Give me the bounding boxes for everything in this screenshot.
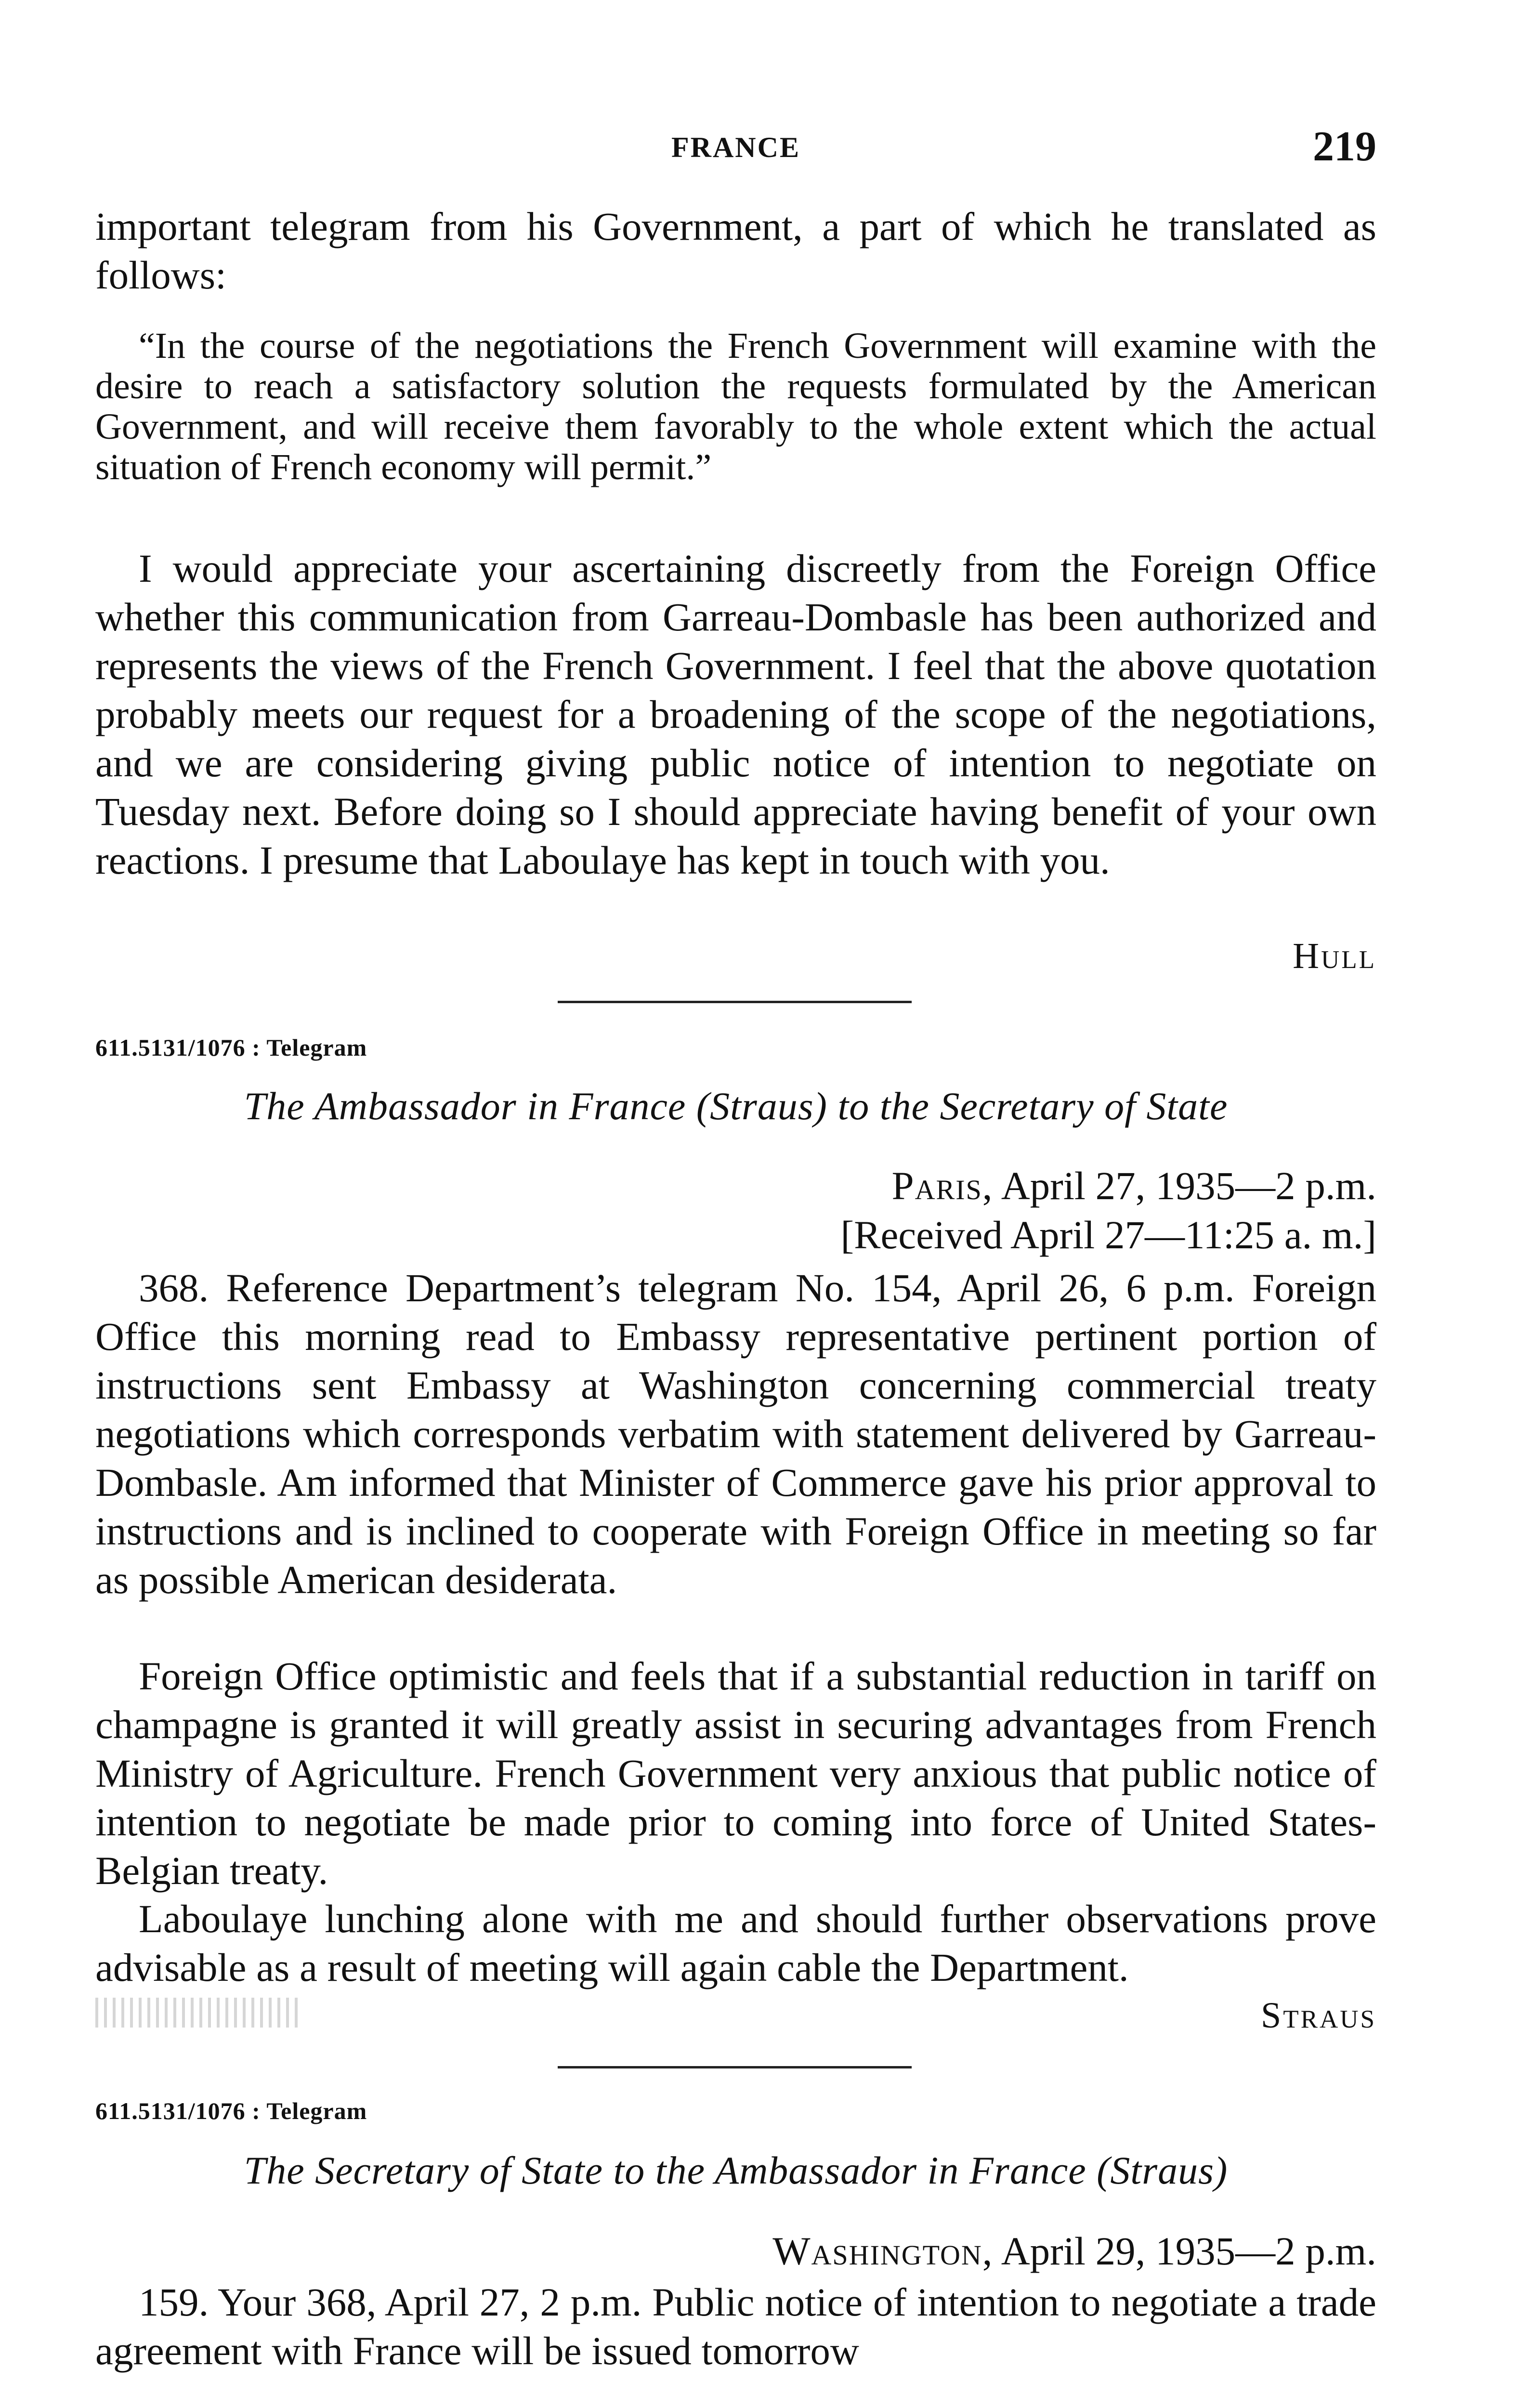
document-title: The Ambassador in France (Straus) to the Secretary of State xyxy=(244,1084,1228,1128)
signature-straus: Straus xyxy=(1260,1995,1376,2036)
document-page xyxy=(95,0,1376,2408)
section-divider xyxy=(558,2066,912,2068)
page-number: 219 xyxy=(1313,123,1376,170)
paragraph: 159. Your 368, April 27, 2 p.m. Public notice of intention to negotiate a trade agreement with France will be issued tomorrow xyxy=(95,2280,1376,2373)
file-reference: 611.5131/1076 : Telegram xyxy=(95,2097,367,2124)
paragraph: 368. Reference Department’s telegram No. 154, April 26, 6 p.m. Foreign Office this morning read to Embassy representative pertinent portion of instructions sent Embassy at Washington concerning commercial treaty negotiations which corresponds verbatim with statement delivered by Garreau-Dombasle. Am informed that Minister of Commerce gave his prior approval to instructions and is inclined to cooperate with Foreign Office in meeting so far as possible American desiderata. xyxy=(95,1266,1376,1602)
paragraph: Laboulaye lunching alone with me and should further observations prove advisable as a result of meeting will again cable the Department. xyxy=(95,1897,1376,1989)
received-line: [Received April 27—11:25 a. m.] xyxy=(840,1213,1376,1257)
file-reference: 611.5131/1076 : Telegram xyxy=(95,1034,367,1061)
block-quote: “In the course of the negotiations the French Government will examine with the desire to reach a satisfactory solution the requests formulated by the American Government, and will receive them favorably to the whole extent which the actual situation of French economy will permit.” xyxy=(95,326,1376,487)
section-divider xyxy=(558,1001,912,1003)
scan-smudge xyxy=(95,1998,298,2028)
paragraph: I would appreciate your ascertaining discreetly from the Foreign Office whether this communication from Garreau-Dombasle has been authorized and represents the views of the French Government. I feel that the above quotation probably meets our request for a broadening of the scope of the negotiations, and we are considering giving public notice of intention to negotiate on Tuesday next. Before doing so I should appreciate having benefit of your own reactions. I presume that Laboulaye has kept in touch with you. xyxy=(95,546,1376,882)
dateline xyxy=(772,2228,1376,2274)
dateline-date: April 27, 1935—2 p.m. xyxy=(993,1164,1376,1208)
document-title: The Secretary of State to the Ambassador in France (Straus) xyxy=(244,2148,1228,2192)
dateline xyxy=(892,1163,1377,1209)
page-header xyxy=(95,123,1376,174)
paragraph: Foreign Office optimistic and feels that if a substantial reduction in tariff on champagne is granted it will greatly assist in securing advantages from French Ministry of Agriculture. French Government very anxious that public notice of intention to negotiate be made prior to coming into force of United States-Belgian treaty. xyxy=(95,1654,1376,1893)
paragraph-continuation: important telegram from his Government, a part of which he translated as follows: xyxy=(95,204,1376,297)
signature-hull: Hull xyxy=(1293,936,1376,976)
running-head: FRANCE xyxy=(671,131,800,163)
dateline-place: Washington, xyxy=(772,2229,994,2273)
dateline-place: Paris, xyxy=(891,1164,994,1208)
dateline-date: April 29, 1935—2 p.m. xyxy=(993,2229,1376,2273)
